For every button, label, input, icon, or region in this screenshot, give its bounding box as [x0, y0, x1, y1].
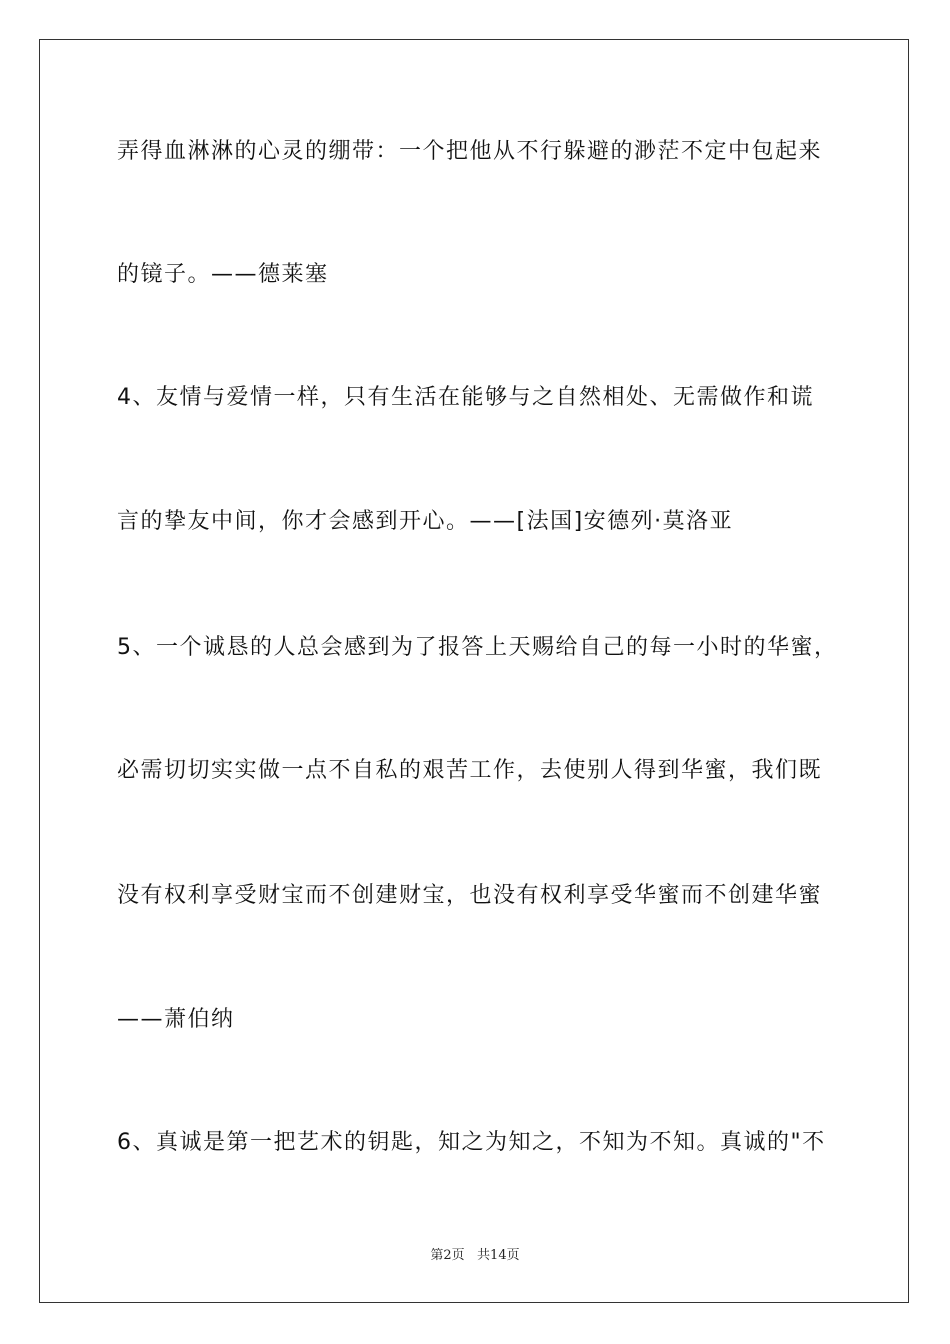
text-line: ——萧伯纳: [117, 1007, 235, 1032]
text-line: 没有权利享受财宝而不创建财宝，也没有权利享受华蜜而不创建华蜜: [117, 883, 823, 908]
text-line: 必需切切实实做一点不自私的艰苦工作，去使别人得到华蜜，我们既: [117, 758, 823, 783]
text-line: 言的挚友中间，你才会感到开心。——[法国]安德列·莫洛亚: [117, 509, 734, 534]
page-number-footer: 第2页 共14页: [430, 1248, 520, 1263]
text-line: 的镜子。——德莱塞: [117, 262, 329, 287]
text-line: 5、一个诚恳的人总会感到为了报答上天赐给自己的每一小时的华蜜，: [117, 635, 838, 660]
page-border: [39, 39, 909, 1303]
text-line: 6、真诚是第一把艺术的钥匙，知之为知之，不知为不知。真诚的"不: [117, 1130, 826, 1155]
text-line: 4、友情与爱情一样，只有生活在能够与之自然相处、无需做作和谎: [117, 385, 814, 410]
text-line: 弄得血淋淋的心灵的绷带：一个把他从不行躲避的渺茫不定中包起来: [117, 139, 823, 164]
